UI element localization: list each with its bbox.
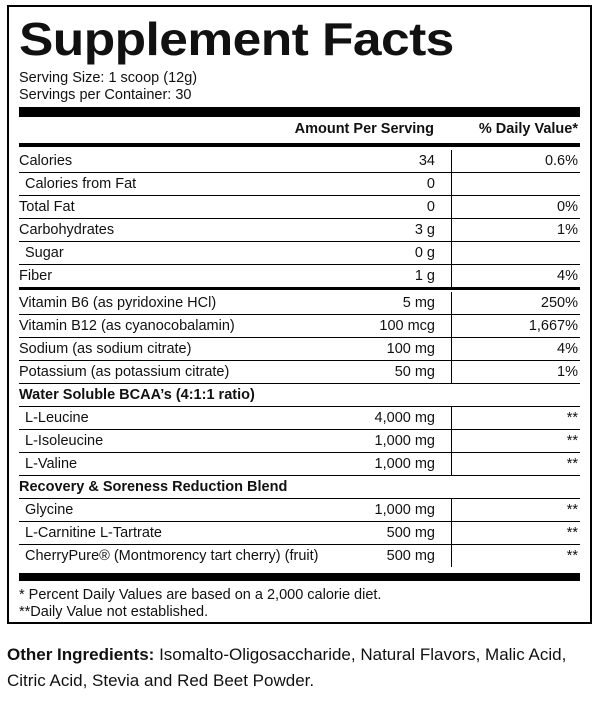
nutrient-daily-value: ** xyxy=(566,548,578,564)
nutrient-name: Fiber xyxy=(19,268,53,284)
nutrient-daily-value: 1% xyxy=(557,364,578,380)
nutrient-amount: 0 xyxy=(426,176,435,192)
nutrient-daily-value: 1,667% xyxy=(528,318,578,334)
nutrient-daily-value: 0% xyxy=(557,199,578,215)
nutrient-amount: 50 mg xyxy=(394,364,435,380)
nutrient-daily-value: ** xyxy=(566,456,578,472)
nutrient-amount: 1,000 mg xyxy=(374,433,435,449)
table-row xyxy=(19,545,580,567)
nutrient-daily-value: 1% xyxy=(557,222,578,238)
nutrient-name: Vitamin B12 (as cyanocobalamin) xyxy=(19,318,235,334)
table-row xyxy=(19,315,580,337)
nutrient-name: Vitamin B6 (as pyridoxine HCl) xyxy=(19,295,217,311)
table-row xyxy=(19,242,580,264)
table-row xyxy=(19,476,580,498)
nutrient-name: Calories from Fat xyxy=(25,176,137,192)
nutrient-name: Water Soluble BCAA’s (4:1:1 ratio) xyxy=(19,387,255,403)
nutrient-name: Recovery & Soreness Reduction Blend xyxy=(19,479,288,495)
table-row xyxy=(19,338,580,360)
header-daily-value: % Daily Value* xyxy=(478,121,578,137)
nutrient-daily-value: 0.6% xyxy=(544,153,578,169)
table-row xyxy=(19,384,580,406)
table-row xyxy=(19,522,580,544)
table-header xyxy=(19,118,580,140)
header-amount: Amount Per Serving xyxy=(294,121,434,137)
nutrient-daily-value: ** xyxy=(566,525,578,541)
panel-title: Supplement Facts xyxy=(19,13,454,65)
column-separator xyxy=(451,522,452,544)
nutrient-name: Total Fat xyxy=(19,199,75,215)
other-ingredients-label: Other Ingredients: xyxy=(7,645,155,664)
thick-divider-header xyxy=(19,143,580,147)
column-separator xyxy=(451,453,452,475)
table-row xyxy=(19,453,580,475)
nutrient-amount: 100 mg xyxy=(386,341,435,357)
nutrient-name: Sugar xyxy=(25,245,64,261)
nutrient-amount: 100 mcg xyxy=(379,318,435,334)
column-separator xyxy=(451,242,452,264)
nutrient-amount: 500 mg xyxy=(386,525,435,541)
thick-divider-bottom xyxy=(19,573,580,581)
nutrient-name: L-Isoleucine xyxy=(25,433,104,449)
column-separator xyxy=(451,407,452,429)
supplement-facts-panel xyxy=(7,5,592,624)
nutrient-amount: 1,000 mg xyxy=(374,456,435,472)
table-row xyxy=(19,499,580,521)
nutrient-daily-value: 250% xyxy=(540,295,578,311)
nutrient-daily-value: ** xyxy=(566,433,578,449)
column-separator xyxy=(451,430,452,452)
other-ingredients xyxy=(7,642,592,694)
nutrient-daily-value: 4% xyxy=(557,341,578,357)
nutrient-amount: 4,000 mg xyxy=(374,410,435,426)
serving-size: Serving Size: 1 scoop (12g) xyxy=(19,70,198,86)
row-divider xyxy=(19,287,580,290)
nutrient-daily-value: 4% xyxy=(557,268,578,284)
nutrient-daily-value: ** xyxy=(566,502,578,518)
column-separator xyxy=(451,196,452,218)
nutrient-name: L-Valine xyxy=(25,456,78,472)
nutrient-amount: 0 g xyxy=(414,245,435,261)
nutrient-name: Calories xyxy=(19,153,73,169)
nutrient-name: L-Leucine xyxy=(25,410,89,426)
nutrient-amount: 5 mg xyxy=(402,295,435,311)
nutrient-daily-value: ** xyxy=(566,410,578,426)
nutrient-amount: 34 xyxy=(418,153,435,169)
column-separator xyxy=(451,338,452,360)
nutrient-amount: 1 g xyxy=(414,268,435,284)
table-row xyxy=(19,196,580,218)
column-separator xyxy=(451,150,452,172)
thick-divider-top xyxy=(19,107,580,117)
nutrient-name: Potassium (as potassium citrate) xyxy=(19,364,230,380)
servings-per-container: Servings per Container: 30 xyxy=(19,87,192,103)
table-row xyxy=(19,361,580,383)
column-separator xyxy=(451,499,452,521)
column-separator xyxy=(451,173,452,195)
nutrient-name: Glycine xyxy=(25,502,74,518)
table-row xyxy=(19,173,580,195)
footnote-percent: * Percent Daily Values are based on a 2,000 calorie diet. xyxy=(19,587,382,603)
nutrient-name: CherryPure® (Montmorency tart cherry) (fruit) xyxy=(25,548,319,564)
nutrient-name: L-Carnitine L-Tartrate xyxy=(25,525,162,541)
column-separator xyxy=(451,361,452,383)
nutrient-name: Sodium (as sodium citrate) xyxy=(19,341,192,357)
table-row xyxy=(19,292,580,314)
table-row xyxy=(19,219,580,241)
column-separator xyxy=(451,315,452,337)
column-separator xyxy=(451,219,452,241)
column-separator xyxy=(451,265,452,287)
table-row xyxy=(19,407,580,429)
nutrient-amount: 0 xyxy=(426,199,435,215)
nutrient-amount: 500 mg xyxy=(386,548,435,564)
footnote-not-established: **Daily Value not established. xyxy=(19,604,209,620)
table-row xyxy=(19,150,580,172)
nutrient-amount: 1,000 mg xyxy=(374,502,435,518)
other-ingredients-text: Isomalto-Oligosaccharide, Natural Flavors, Malic Acid, Citric Acid, Stevia and Red Beet Powder. xyxy=(7,645,567,690)
nutrient-name: Carbohydrates xyxy=(19,222,115,238)
nutrient-amount: 3 g xyxy=(414,222,435,238)
column-separator xyxy=(451,545,452,567)
table-row xyxy=(19,430,580,452)
column-separator xyxy=(451,292,452,314)
table-row xyxy=(19,265,580,287)
